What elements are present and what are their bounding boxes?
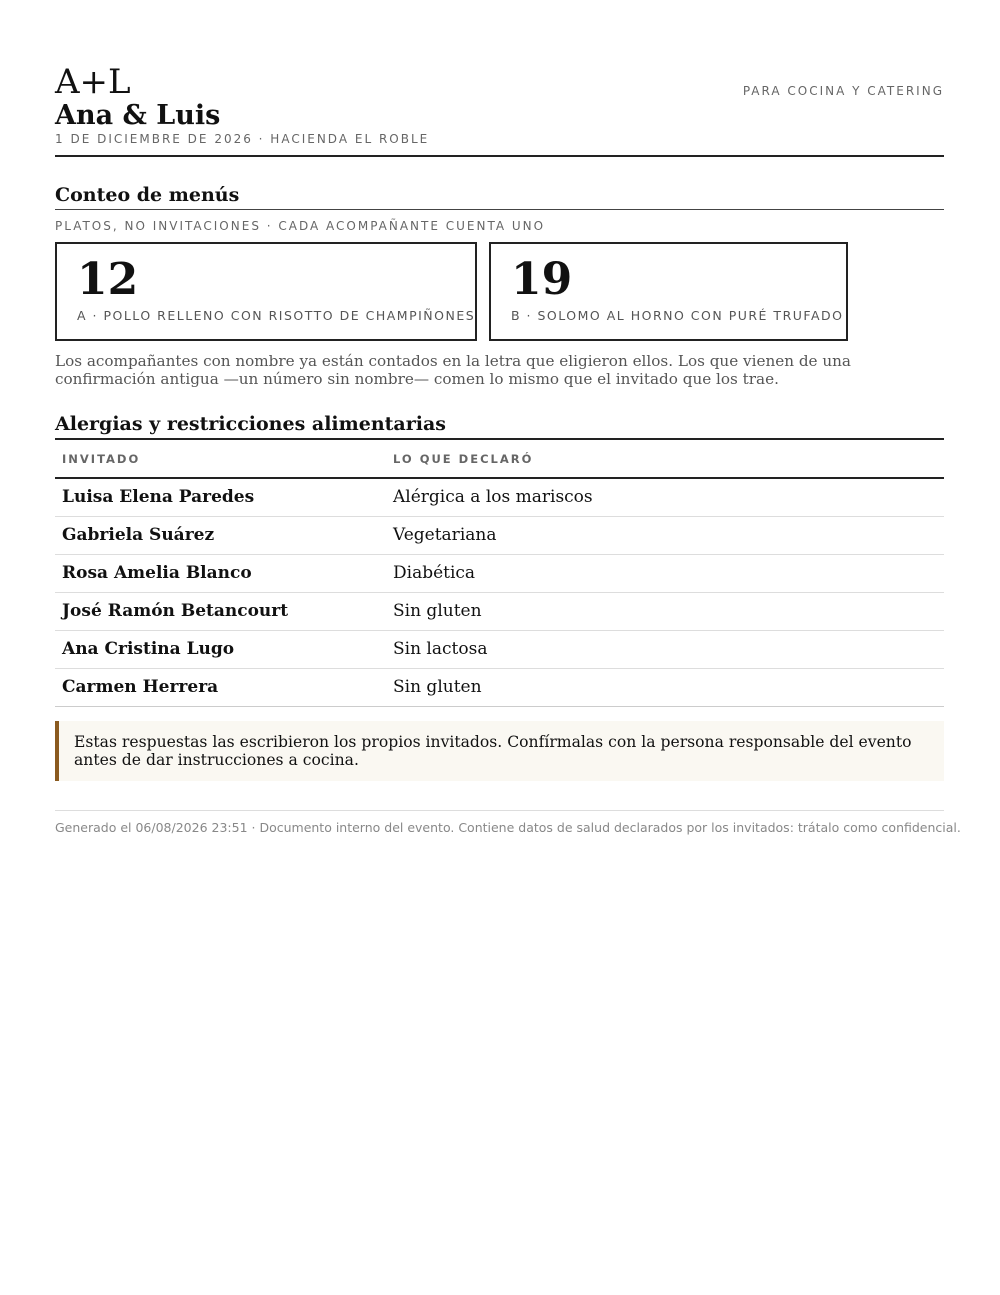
menu-label-b: B · SOLOMO AL HORNO CON PURÉ TRUFADO bbox=[511, 308, 844, 323]
menus-section-subtitle: PLATOS, NO INVITACIONES · CADA ACOMPAÑANTE CUENTA UNO bbox=[55, 219, 546, 233]
audience-label: PARA COCINA Y CATERING bbox=[742, 84, 944, 98]
table-row bbox=[55, 516, 944, 554]
couple-names: Ana & Luis bbox=[55, 100, 221, 131]
guest-name: José Ramón Betancourt bbox=[55, 592, 386, 630]
menu-count-card-a bbox=[55, 242, 477, 341]
menu-label-a: A · POLLO RELLENO CON RISOTTO DE CHAMPIÑONES bbox=[77, 308, 476, 323]
confirmation-warning: Estas respuestas las escribieron los propios invitados. Confírmalas con la persona responsable del evento antes de dar instrucciones a cocina. bbox=[55, 721, 944, 781]
monogram: A+L bbox=[55, 62, 131, 102]
guest-declaration: Sin gluten bbox=[386, 668, 944, 706]
guest-name: Ana Cristina Lugo bbox=[55, 630, 386, 668]
menus-section-title: Conteo de menús bbox=[55, 183, 944, 210]
guest-name: Rosa Amelia Blanco bbox=[55, 554, 386, 592]
document-footer: Generado el 06/08/2026 23:51 · Documento interno del evento. Contiene datos de salud declarados por los invitados: trátalo como confidencial. bbox=[55, 810, 944, 836]
table-row bbox=[55, 630, 944, 668]
guest-name: Luisa Elena Paredes bbox=[55, 478, 386, 516]
allergies-section-title: Alergias y restricciones alimentarias bbox=[55, 412, 944, 440]
document-header bbox=[55, 0, 944, 157]
menu-count-b: 19 bbox=[511, 254, 573, 305]
table-row bbox=[55, 554, 944, 592]
table-row bbox=[55, 668, 944, 706]
menu-count-card-b bbox=[489, 242, 848, 341]
guest-declaration: Sin lactosa bbox=[386, 630, 944, 668]
menu-report-page bbox=[55, 0, 961, 835]
event-date-venue: 1 DE DICIEMBRE DE 2026 · HACIENDA EL ROBLE bbox=[55, 132, 430, 146]
column-header-guest: INVITADO bbox=[55, 440, 386, 478]
guest-declaration: Sin gluten bbox=[386, 592, 944, 630]
guest-declaration: Diabética bbox=[386, 554, 944, 592]
guest-declaration: Vegetariana bbox=[386, 516, 944, 554]
menus-note: Los acompañantes con nombre ya están contados en la letra que eligieron ellos. Los que vienen de una confirmación antigua —un número sin nombre— comen lo mismo que el invitado que los trae. bbox=[55, 352, 851, 388]
menu-count-a: 12 bbox=[77, 254, 139, 305]
allergies-table bbox=[55, 440, 944, 707]
guest-declaration: Alérgica a los mariscos bbox=[386, 478, 944, 516]
table-header-row bbox=[55, 440, 944, 478]
table-row bbox=[55, 592, 944, 630]
guest-name: Gabriela Suárez bbox=[55, 516, 386, 554]
table-row bbox=[55, 478, 944, 516]
column-header-declared: LO QUE DECLARÓ bbox=[386, 440, 944, 478]
guest-name: Carmen Herrera bbox=[55, 668, 386, 706]
